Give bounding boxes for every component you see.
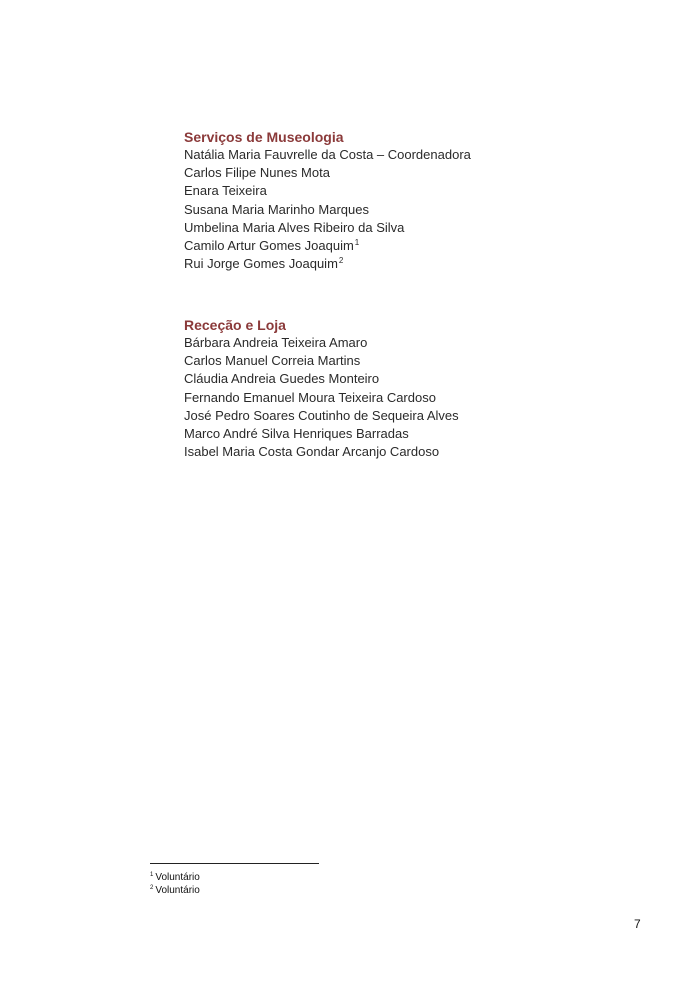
staff-name: Carlos Filipe Nunes Mota xyxy=(184,165,330,181)
staff-name: Cláudia Andreia Guedes Monteiro xyxy=(184,371,380,387)
section-title: Receção e Loja xyxy=(184,317,286,333)
staff-name: Natália Maria Fauvrelle da Costa – Coordenadora xyxy=(184,147,471,162)
footnote xyxy=(150,884,200,897)
staff-list xyxy=(184,334,459,461)
staff-list xyxy=(184,146,471,273)
footnotes xyxy=(150,871,200,897)
section-rececao-loja xyxy=(184,316,459,461)
footnote-mark: 1 xyxy=(150,871,154,878)
staff-name: José Pedro Soares Coutinho de Sequeira Alves xyxy=(184,407,459,423)
staff-name: Bárbara Andreia Teixeira Amaro xyxy=(184,335,368,350)
staff-name: Umbelina Maria Alves Ribeiro da Silva xyxy=(184,219,405,235)
staff-name: Isabel Maria Costa Gondar Arcanjo Cardoso xyxy=(184,444,440,460)
section-title: Serviços de Museologia xyxy=(184,129,344,145)
staff-name: Susana Maria Marinho Marques xyxy=(184,201,369,217)
staff-name: Carlos Manuel Correia Martins xyxy=(184,353,361,369)
section-museologia xyxy=(184,128,471,273)
page-number: 7 xyxy=(634,917,641,931)
footnote-text: Voluntário xyxy=(155,872,200,883)
footnote-text: Voluntário xyxy=(155,885,200,896)
staff-name: Enara Teixeira xyxy=(184,183,267,199)
staff-name: Camilo Artur Gomes Joaquim$^1$ xyxy=(184,237,360,254)
staff-name: Fernando Emanuel Moura Teixeira Cardoso xyxy=(184,389,436,405)
footnote-mark: 2 xyxy=(150,884,154,891)
footnote-ref[interactable]: 1 xyxy=(354,237,360,247)
footnote-divider xyxy=(150,863,319,864)
footnote xyxy=(150,871,200,884)
staff-name: Rui Jorge Gomes Joaquim$^2$ xyxy=(184,255,344,272)
staff-name: Marco André Silva Henriques Barradas xyxy=(184,426,409,442)
footnote-ref[interactable]: 2 xyxy=(338,255,344,265)
